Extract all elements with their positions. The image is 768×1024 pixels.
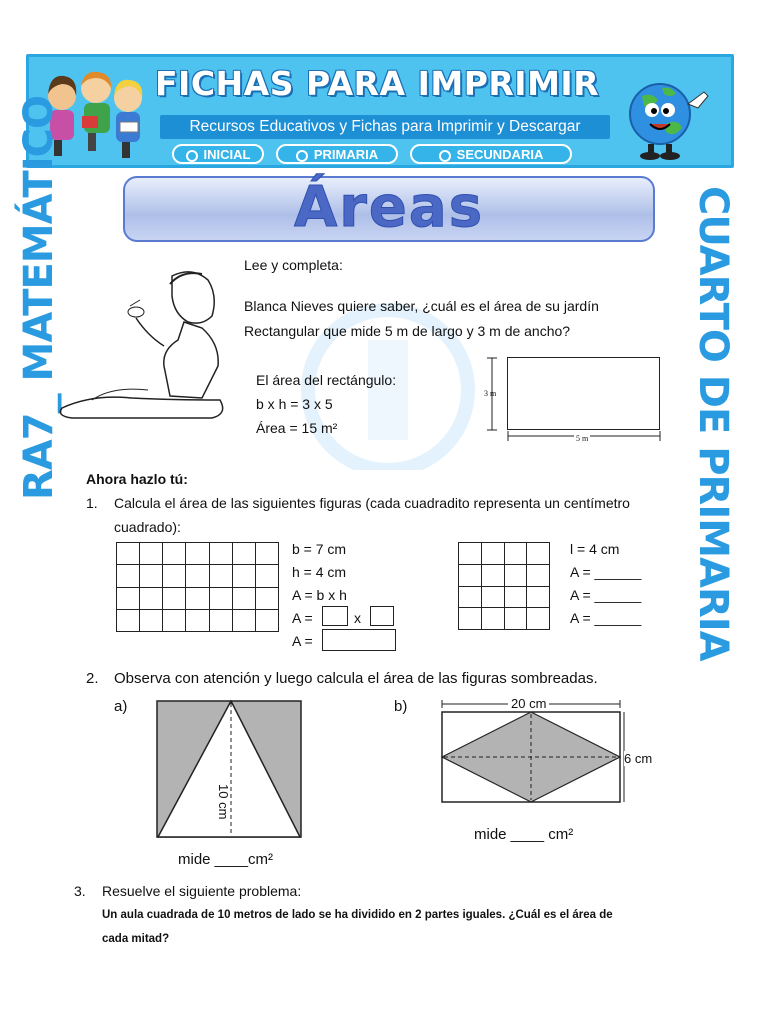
download-icon [439,150,451,162]
height-label: 3 m [484,389,497,398]
fig1-answer-box-base[interactable] [322,606,348,626]
side-label-left: RA7_ MATEMÁTICO [16,96,62,500]
fig-b-width-label: 20 cm [508,696,549,711]
q3-problem-line2: cada mitad? [102,933,170,945]
fig-a-label: a) [114,698,128,715]
nav-inicial-button[interactable]: INICIAL [172,144,264,164]
solution-line1: El área del rectángulo: [256,372,397,388]
fig1-times: x [354,610,361,626]
download-icon [296,150,308,162]
fig-b-answer[interactable]: mide ____ cm² [474,826,574,843]
shaded-triangle-figure [156,700,304,842]
fig1-height: h = 4 cm [292,564,347,580]
globe-mascot-icon [612,74,722,164]
fig1-formula: A = b x h [292,587,347,603]
fig1-answer-box-height[interactable] [370,606,394,626]
example-problem-line1: Blanca Nieves quiere saber, ¿cuál es el área de su jardín [244,298,599,314]
q1-text-line1: Calcula el área de las siguientes figuras (cada cuadradito representa un centímetro [114,495,630,511]
example-problem-line2: Rectangular que mide 5 m de largo y 3 m de ancho? [244,323,571,339]
fig2-side: l = 4 cm [570,541,620,557]
example-instruction: Lee y completa: [244,257,343,273]
q2-text: Observa con atención y luego calcula el área de las figuras sombreadas. [114,670,598,687]
fig2-answer-3[interactable]: A = ______ [570,610,642,626]
fig-b-label: b) [394,698,408,715]
practice-heading: Ahora hazlo tú: [86,471,188,487]
q1-text-line2: cuadrado): [114,519,181,535]
download-icon [186,150,198,162]
fig-a-height-label: 10 cm [216,784,231,820]
site-subtitle: Recursos Educativos y Fichas para Imprimir y Descargar [160,115,610,139]
fig2-answer-2[interactable]: A = ______ [570,587,642,603]
q3-number: 3. [74,883,86,899]
grid-body-1 [117,543,279,632]
fig1-a-eq: A = [292,610,313,626]
fig1-answer-box-area[interactable] [322,629,396,651]
fig2-answer-1[interactable]: A = ______ [570,564,642,580]
solution-line2: b x h = 3 x 5 [256,396,333,412]
solution-line3: Área = 15 m² [256,420,338,436]
nav-primaria-button[interactable]: PRIMARIA [276,144,398,164]
q2-number: 2. [86,670,99,687]
snow-white-illustration [52,266,232,426]
worksheet-title: Áreas [293,175,485,240]
fig-b-height-label: 6 cm [624,751,653,766]
site-title: FICHAS PARA IMPRIMIR [155,64,600,103]
q3-text: Resuelve el siguiente problema: [102,883,302,899]
fig1-base: b = 7 cm [292,541,347,557]
fig-a-answer[interactable]: mide ____cm² [178,851,274,868]
q3-problem-line1: Un aula cuadrada de 10 metros de lado se ha dividido en 2 partes iguales. ¿Cuál es el área de [102,909,613,921]
side-label-right: CUARTO DE PRIMARIA [690,186,736,661]
grid-body-2 [459,543,550,630]
grid-figure-2 [458,542,550,630]
nav-secundaria-button[interactable]: SECUNDARIA [410,144,572,164]
grid-figure-1 [116,542,279,632]
width-label: 5 m [576,434,589,443]
q1-number: 1. [86,495,98,511]
shaded-rhombus-figure [432,696,632,808]
fig1-a-eq2: A = [292,633,313,649]
